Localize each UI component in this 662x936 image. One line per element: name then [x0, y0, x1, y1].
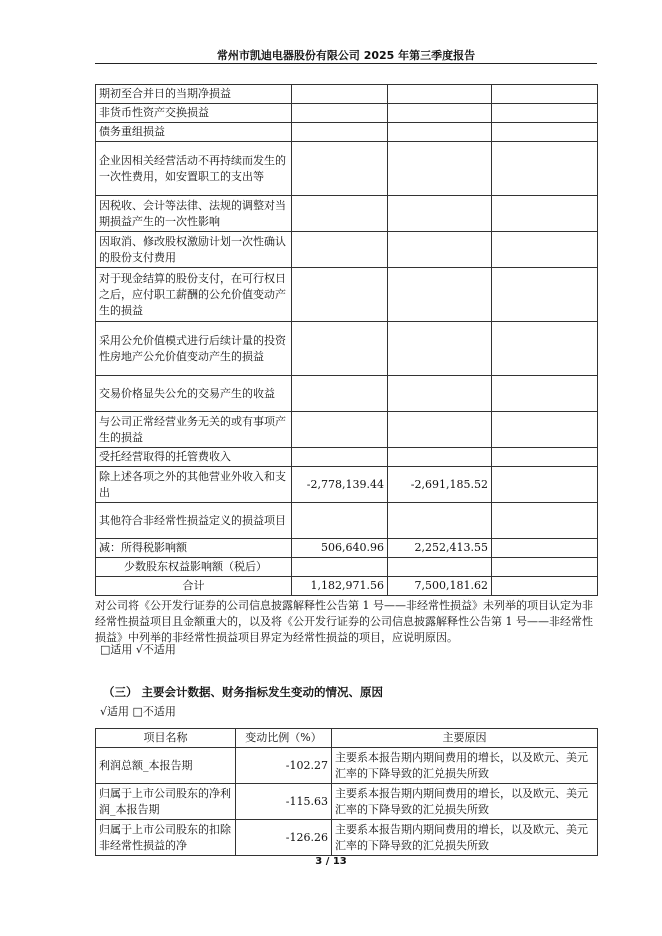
row-item: 因取消、修改股权激励计划一次性确认的股份支付费用 — [96, 232, 292, 268]
ytd-value — [388, 196, 492, 232]
applicability-checkbox-line: □适用 √不适用 — [100, 643, 176, 656]
note-cell — [492, 322, 598, 376]
current-period-value — [292, 196, 388, 232]
item-name: 归属于上市公司股东的扣除非经常性损益的净 — [96, 820, 236, 856]
main-reason: 主要系本报告期内期间费用的增长，以及欧元、美元汇率的下降导致的汇兑损失所致 — [332, 784, 598, 820]
changes-table — [95, 728, 598, 856]
note-cell — [492, 142, 598, 196]
ytd-value — [388, 448, 492, 467]
ytd-value — [388, 104, 492, 123]
table-row — [96, 232, 598, 268]
row-item: 减：所得税影响额 — [96, 539, 292, 558]
current-period-value — [292, 85, 388, 104]
row-item: 因税收、会计等法律、法规的调整对当期损益产生的一次性影响 — [96, 196, 292, 232]
row-item: 除上述各项之外的其他营业外收入和支出 — [96, 467, 292, 503]
table-row — [96, 448, 598, 467]
total-label: 合计 — [96, 577, 292, 596]
ytd-value — [388, 232, 492, 268]
row-item: 企业因相关经营活动不再持续而发生的一次性费用，如安置职工的支出等 — [96, 142, 292, 196]
note-cell — [492, 123, 598, 142]
item-name: 归属于上市公司股东的净利润_本报告期 — [96, 784, 236, 820]
column-header-item-name: 项目名称 — [96, 729, 236, 748]
current-period-total: 1,182,971.56 — [292, 577, 388, 596]
current-period-value — [292, 123, 388, 142]
ytd-value — [388, 503, 492, 539]
ytd-value — [388, 322, 492, 376]
ytd-value: -2,691,185.52 — [388, 467, 492, 503]
row-item: 受托经营取得的托管费收入 — [96, 448, 292, 467]
current-period-value — [292, 412, 388, 448]
row-item: 少数股东权益影响额（税后） — [96, 558, 292, 577]
row-item: 债务重组损益 — [96, 123, 292, 142]
column-header-change-ratio: 变动比例（%） — [236, 729, 332, 748]
note-cell — [492, 558, 598, 577]
ytd-value — [388, 123, 492, 142]
section-3-applicability-line: √适用 □不适用 — [100, 705, 176, 718]
note-cell — [492, 503, 598, 539]
table-row — [96, 558, 598, 577]
header-divider — [95, 63, 597, 64]
current-period-value — [292, 268, 388, 322]
change-ratio: -115.63 — [236, 784, 332, 820]
note-cell — [492, 196, 598, 232]
row-item: 其他符合非经常性损益定义的损益项目 — [96, 503, 292, 539]
nonrecurring-gains-table — [95, 84, 598, 596]
item-name: 利润总额_本报告期 — [96, 748, 236, 784]
total-row — [96, 577, 598, 596]
current-period-value — [292, 558, 388, 577]
current-period-value — [292, 503, 388, 539]
row-item: 与公司正常经营业务无关的或有事项产生的损益 — [96, 412, 292, 448]
table-row — [96, 322, 598, 376]
change-ratio: -102.27 — [236, 748, 332, 784]
table-row — [96, 748, 598, 784]
current-period-value: 506,640.96 — [292, 539, 388, 558]
current-period-value — [292, 448, 388, 467]
ytd-value: 2,252,413.55 — [388, 539, 492, 558]
section-3-title: （三） 主要会计数据、财务指标发生变动的情况、原因 — [103, 685, 384, 699]
table-row — [96, 85, 598, 104]
change-ratio: -126.26 — [236, 820, 332, 856]
note-cell — [492, 539, 598, 558]
note-cell — [492, 232, 598, 268]
ytd-value — [388, 85, 492, 104]
current-period-value — [292, 104, 388, 123]
table-row — [96, 196, 598, 232]
table-row — [96, 412, 598, 448]
table-row — [96, 268, 598, 322]
note-cell — [492, 376, 598, 412]
report-header: 常州市凯迪电器股份有限公司 2025 年第三季度报告 — [216, 49, 476, 62]
disclosure-note-paragraph: 对公司将《公开发行证券的公司信息披露解释性公告第 1 号——非经常性损益》未列举的项目认定为非经常性损益项目且金额重大的，以及将《公开发行证券的公司信息披露解释性公告第 1 号——非经常性损益》中列举的非经常性损益项目界定为经常性损益的项目，应说明原因。 — [95, 599, 593, 644]
table-row — [96, 123, 598, 142]
page-number: 3 / 13 — [315, 856, 347, 867]
ytd-value — [388, 412, 492, 448]
row-item: 采用公允价值模式进行后续计量的投资性房地产公允价值变动产生的损益 — [96, 322, 292, 376]
ytd-total: 7,500,181.62 — [388, 577, 492, 596]
table-row — [96, 503, 598, 539]
current-period-value — [292, 142, 388, 196]
table-row — [96, 784, 598, 820]
note-cell — [492, 104, 598, 123]
ytd-value — [388, 268, 492, 322]
table-header-row — [96, 729, 598, 748]
table-row — [96, 467, 598, 503]
note-cell — [492, 85, 598, 104]
main-reason: 主要系本报告期内期间费用的增长，以及欧元、美元汇率的下降导致的汇兑损失所致 — [332, 820, 598, 856]
current-period-value — [292, 232, 388, 268]
row-item: 交易价格显失公允的交易产生的收益 — [96, 376, 292, 412]
note-cell — [492, 412, 598, 448]
row-item: 对于现金结算的股份支付，在可行权日之后，应付职工薪酬的公允价值变动产生的损益 — [96, 268, 292, 322]
ytd-value — [388, 376, 492, 412]
column-header-main-reason: 主要原因 — [332, 729, 598, 748]
table-row — [96, 376, 598, 412]
main-reason: 主要系本报告期内期间费用的增长，以及欧元、美元汇率的下降导致的汇兑损失所致 — [332, 748, 598, 784]
ytd-value — [388, 142, 492, 196]
note-cell — [492, 448, 598, 467]
note-cell — [492, 577, 598, 596]
note-cell — [492, 268, 598, 322]
note-cell — [492, 467, 598, 503]
current-period-value — [292, 322, 388, 376]
ytd-value — [388, 558, 492, 577]
table-row — [96, 142, 598, 196]
current-period-value: -2,778,139.44 — [292, 467, 388, 503]
row-item: 期初至合并日的当期净损益 — [96, 85, 292, 104]
table-row — [96, 104, 598, 123]
table-row — [96, 820, 598, 856]
current-period-value — [292, 376, 388, 412]
row-item: 非货币性资产交换损益 — [96, 104, 292, 123]
table-row — [96, 539, 598, 558]
